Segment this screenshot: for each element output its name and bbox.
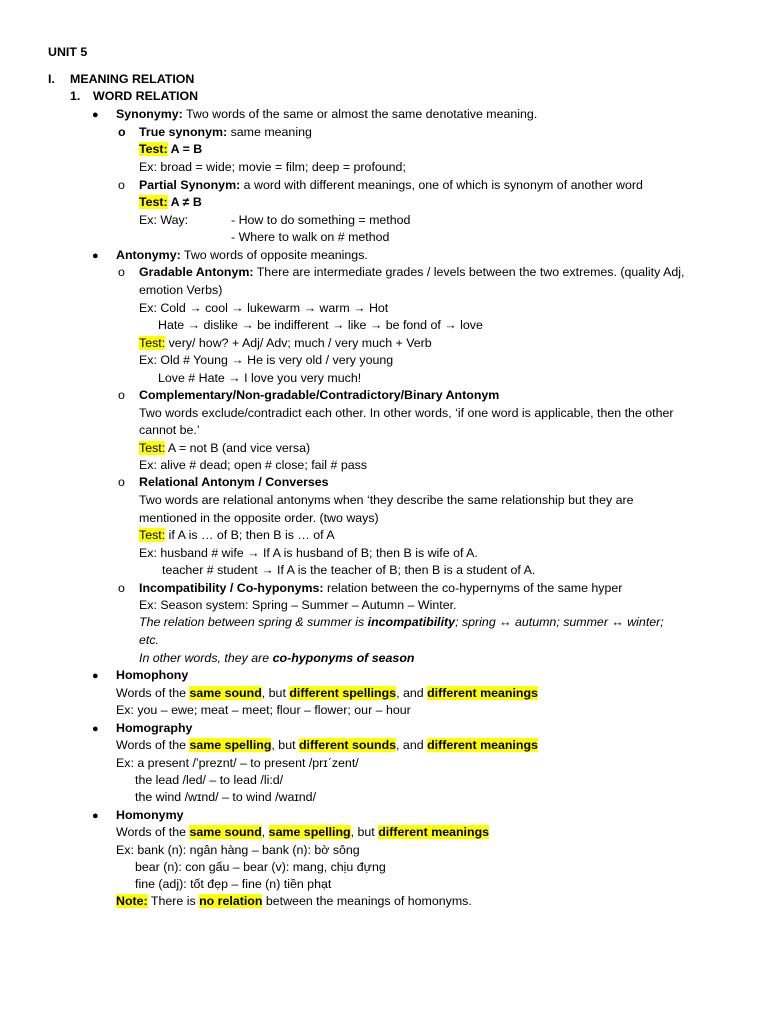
- relational-definition-1: Two words are relational antonyms when ‘they describe the same relationship but they are: [139, 493, 634, 507]
- true-synonym-line: [139, 124, 312, 141]
- partial-synonym-example-label: Ex: Way:: [139, 213, 189, 227]
- highlight: different meanings: [378, 825, 490, 839]
- definition-text: , but: [261, 686, 290, 700]
- relational-test: [139, 527, 335, 544]
- incompatibility-term: Incompatibility / Co-hyponyms:: [139, 581, 324, 595]
- antonymy-term: Antonymy:: [116, 248, 181, 262]
- bullet-icon: ●: [92, 109, 99, 121]
- note-emphasis: incompatibility: [367, 615, 456, 629]
- bullet-icon: ●: [92, 723, 99, 735]
- definition-text: ,: [261, 825, 269, 839]
- definition-text: Words of the: [116, 825, 190, 839]
- test-text: A = B: [167, 142, 203, 156]
- true-synonym-term: True synonym:: [139, 125, 228, 139]
- note-text: The relation between spring & summer is: [139, 615, 368, 629]
- test-label: Test:: [139, 441, 166, 455]
- definition-text: , and: [396, 738, 428, 752]
- homography-example-2: the lead /led/ – to lead /li:d/: [135, 773, 284, 787]
- highlight: same spelling: [268, 825, 351, 839]
- complementary-test: [139, 440, 310, 457]
- true-synonym-example: Ex: broad = wide; movie = film; deep = profound;: [139, 160, 406, 174]
- incompatibility-definition: relation between the co-hypernyms of the same hyper: [323, 581, 623, 595]
- incompatibility-note-1: [139, 614, 664, 631]
- definition-text: , and: [396, 686, 428, 700]
- test-text: if A is … of B; then B is … of A: [165, 528, 335, 542]
- sub-bullet-icon: o: [118, 388, 125, 402]
- highlight: no relation: [199, 894, 263, 908]
- bullet-icon: ●: [92, 250, 99, 262]
- incompatibility-note-2: etc.: [139, 633, 159, 647]
- subsection-number: 1.: [70, 89, 81, 103]
- gradable-antonym-definition-cont: emotion Verbs): [139, 283, 223, 297]
- incompatibility-note-3: [139, 650, 414, 667]
- complementary-definition-1: Two words exclude/contradict each other. In other words, ‘if one word is applicable, then the other: [139, 406, 674, 420]
- partial-synonym-example-1: - How to do something = method: [231, 213, 411, 227]
- relational-example-1: Ex: husband # wife → If A is husband of B; then B is wife of A.: [139, 546, 478, 560]
- homonymy-definition: [116, 824, 489, 841]
- definition-text: , but: [350, 825, 379, 839]
- partial-synonym-definition: a word with different meanings, one of which is synonym of another word: [240, 178, 643, 192]
- partial-synonym-example-2: - Where to walk on # method: [231, 230, 390, 244]
- highlight: different sounds: [298, 738, 397, 752]
- highlight: same sound: [189, 686, 262, 700]
- sub-bullet-icon: o: [118, 475, 125, 489]
- homophony-term: Homophony: [116, 668, 189, 682]
- definition-text: Words of the: [116, 686, 190, 700]
- test-text: A ≠ B: [167, 195, 202, 209]
- test-text: A = not B (and vice versa): [165, 441, 311, 455]
- highlight: same sound: [189, 825, 262, 839]
- homography-definition: [116, 737, 538, 754]
- synonymy-line: [116, 106, 537, 123]
- note-text: between the meanings of homonyms.: [262, 894, 472, 908]
- note-text: In other words, they are: [139, 651, 273, 665]
- antonymy-definition: Two words of opposite meanings.: [180, 248, 368, 262]
- partial-synonym-line: [139, 177, 643, 194]
- gradable-antonym-term: Gradable Antonym:: [139, 265, 254, 279]
- test-label: Test:: [139, 336, 166, 350]
- test-label: Test:: [139, 142, 168, 156]
- homography-example-1: Ex: a present /’preznt/ – to present /prɪˊzent/: [116, 756, 359, 770]
- gradable-antonym-definition: There are intermediate grades / levels between the two extremes. (quality Adj,: [253, 265, 685, 279]
- homonymy-note: [116, 893, 472, 910]
- complementary-definition-2: cannot be.’: [139, 423, 200, 437]
- synonymy-definition: Two words of the same or almost the same denotative meaning.: [182, 107, 538, 121]
- test-text: very/ how? + Adj/ Adv; much / very much + Verb: [165, 336, 432, 350]
- complementary-example: Ex: alive # dead; open # close; fail # pass: [139, 458, 367, 472]
- relational-definition-2: mentioned in the opposite order. (two ways): [139, 511, 379, 525]
- gradable-test: [139, 335, 432, 352]
- true-synonym-definition: same meaning: [227, 125, 312, 139]
- bullet-icon: ●: [92, 810, 99, 822]
- homonymy-example-2: bear (n): con gấu – bear (v): mang, chịu đựng: [135, 860, 386, 874]
- sub-bullet-icon: o: [118, 265, 125, 279]
- section-number: I.: [48, 72, 55, 86]
- note-text: There is: [147, 894, 200, 908]
- gradable-example-3: Ex: Old # Young → He is very old / very young: [139, 353, 394, 367]
- homophony-definition: [116, 685, 538, 702]
- gradable-example-4: Love # Hate → I love you very much!: [158, 371, 362, 385]
- incompatibility-line: [139, 580, 622, 597]
- definition-text: , but: [271, 738, 299, 752]
- complementary-antonym-term: Complementary/Non-gradable/Contradictory/Binary Antonym: [139, 388, 500, 402]
- gradable-example-2: Hate → dislike → be indifferent → like → be fond of → love: [158, 318, 483, 332]
- synonymy-term: Synonymy:: [116, 107, 183, 121]
- true-synonym-test: [139, 141, 202, 158]
- highlight: different meanings: [427, 686, 538, 700]
- relational-example-2: teacher # student → If A is the teacher of B; then B is a student of A.: [162, 563, 536, 577]
- relational-antonym-term: Relational Antonym / Converses: [139, 475, 329, 489]
- test-label: Test:: [139, 195, 168, 209]
- unit-heading: UNIT 5: [48, 45, 88, 59]
- sub-bullet-icon: o: [118, 581, 125, 595]
- highlight: different meanings: [427, 738, 538, 752]
- test-label: Test:: [139, 528, 166, 542]
- homophony-example: Ex: you – ewe; meat – meet; flour – flower; our – hour: [116, 703, 411, 717]
- highlight: different spellings: [289, 686, 397, 700]
- highlight: same spelling: [189, 738, 272, 752]
- gradable-antonym-line: [139, 264, 684, 281]
- homonymy-example-1: Ex: bank (n): ngân hàng – bank (n): bờ sông: [116, 843, 360, 857]
- definition-text: Words of the: [116, 738, 190, 752]
- homography-example-3: the wind /wɪnd/ – to wind /waɪnd/: [135, 790, 317, 804]
- sub-bullet-icon: o: [118, 178, 125, 192]
- antonymy-line: [116, 247, 368, 264]
- partial-synonym-test: [139, 194, 202, 211]
- bullet-icon: ●: [92, 670, 99, 682]
- note-label: Note:: [116, 894, 148, 908]
- subsection-title: WORD RELATION: [93, 89, 199, 103]
- incompatibility-example: Ex: Season system: Spring – Summer – Autumn – Winter.: [139, 598, 457, 612]
- partial-synonym-term: Partial Synonym:: [139, 178, 241, 192]
- note-text: ; spring ↔ autumn; summer ↔ winter;: [455, 615, 664, 629]
- homography-term: Homography: [116, 721, 193, 735]
- homonymy-example-3: fine (adj): tốt đẹp – fine (n) tiền phạt: [135, 877, 332, 891]
- section-title: MEANING RELATION: [70, 72, 195, 86]
- sub-bullet-icon: o: [118, 125, 126, 139]
- note-emphasis: co-hyponyms of season: [272, 651, 415, 665]
- homonymy-term: Homonymy: [116, 808, 184, 822]
- gradable-example-1: Ex: Cold → cool → lukewarm → warm → Hot: [139, 301, 389, 315]
